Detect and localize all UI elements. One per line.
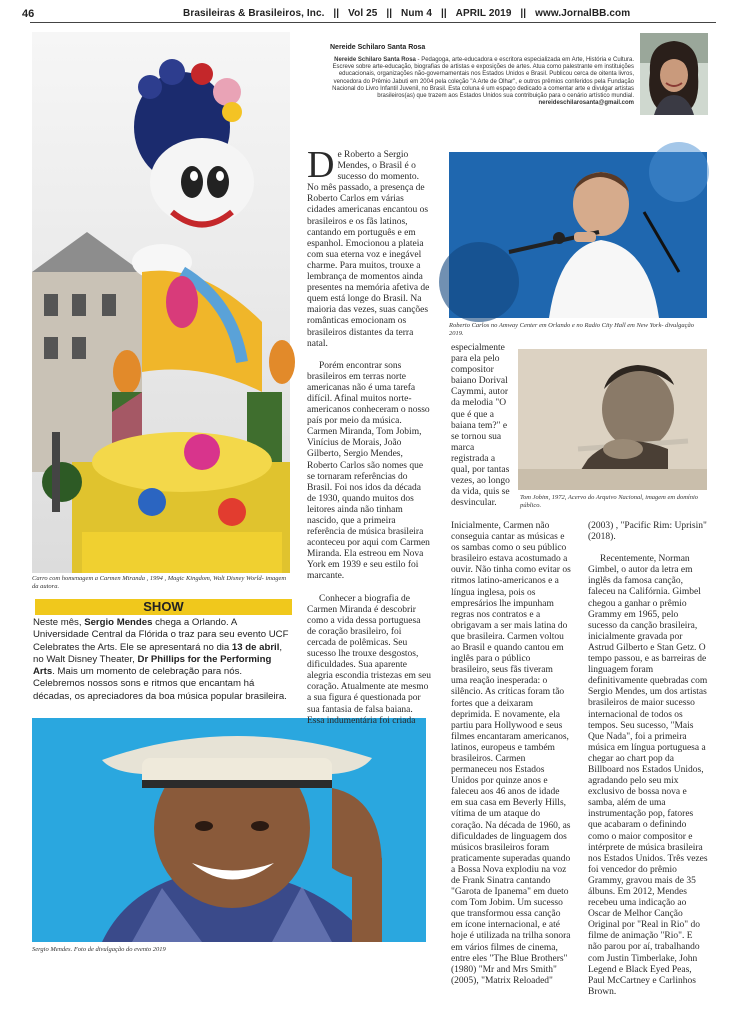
tom-jobim-photo: [518, 349, 707, 490]
article-column-1: [307, 144, 431, 738]
jobim-photo-caption: Tom Jobim, 1972, Acervo do Arquivo Nacional, imagem em domínio público.: [520, 494, 699, 509]
article-paragraph: Inicialmente, Carmen não conseguia cantar as músicas e os sambas como o seu público brasileiro estava acostumado a ouvir. Não tinha como evitar os ritmos latino-americanos e a língua inglesa, pois os empresários lhe impunham regras nos contratos e a obrigavam a ser mais latina do que brasileira. Carmen voltou ao Brasil e quando cantou em inglês para o público brasileiro, seus fãs tiveram uma reação inesperada: o silêncio. As críticas foram tão fortes que a deixaram deprimida. E novamente, ela partiu para Hollywood e seus filmes encantaram americanos, latinos, europeus e também brasileiros. Carmen permaneceu nos Estados Unidos por quinze anos e faleceu aos 46 anos de idade em sua casa em Beverly Hills, vítima de um ataque do coração. Na década de 1960, as dificuldades de linguagem dos músicos brasileiros foram praticamente superadas quando a Bossa Nova explodiu na voz de Frank Sinatra cantando "Garota de Ipanema" em dueto com Tom Jobim. Um sucesso que transformou essa canção em ícone internacional, e até hoje é utilizada na trilha sonora em vários filmes de cinema, entre eles "The Blue Brothers" (1980) "Mr and Mrs Smith" (2005), "Matrix Reloaded": [451, 521, 571, 986]
show-text-part: chega a Orlando. A Universidade Central da Flórida o traz para seu evento UCF Celebrates the Arts. Ele se apresentará no dia: [33, 617, 289, 653]
issue-date: APRIL 2019: [455, 8, 512, 19]
header-rule: [30, 22, 716, 23]
carmen-miranda-float-photo: [32, 32, 290, 573]
show-paragraph: [33, 617, 295, 703]
masthead-separator: ||: [333, 8, 340, 19]
publisher-name: Brasileiras & Brasileiros, Inc.: [183, 8, 325, 19]
byline: Nereide Schilaro Santa Rosa: [330, 44, 426, 51]
show-text-part: . Mais um momento de celebração para nós. Celebremos nossos sons e ritmos que encantam há décadas, os apreciadores da boa música popular brasileira.: [33, 666, 287, 702]
article-column-3: [588, 521, 708, 1009]
article-paragraph: Conhecer a biografia de Carmen Miranda é descobrir como a vida dessa portuguesa de coração brasileiro, foi cercada de polêmicas. Seu sucesso lhe trouxe desgostos, dificuldades. Sua aparente alegria escondia tristezas em seu coração. Atualmente ate mesmo a sua figura é questionada por sua fantasia de falsa baiana. Essa indumentária foi criada: [307, 593, 431, 726]
article-paragraph: Porém encontrar sons brasileiros em terras norte americanas não é uma tarefa difícil. Afinal muitos norte-americanos conheceram o nosso país por meio da música. Carmen Miranda, Tom Jobim, Vinícius de Morais, João Gilberto, Sergio Mendes, Roberto Carlos são nomes que se tornaram referências do Brasil. Foi nos idos da década de 1930, quando muitos dos leitores ainda não tinham nascido, que a primeira referência de música brasileira aconteceu por aqui com Carmen Miranda. Ela estreou em Nova York em 1939 e seu estilo foi marcante.: [307, 360, 430, 582]
show-title: SHOW: [143, 599, 184, 614]
float-photo-caption: Carro com homenagem a Carmen Miranda , 1994 , Magic Kingdom, Walt Disney World- imagem da autora.: [32, 575, 287, 590]
show-text-part: , no Walt Disney Theater,: [33, 641, 283, 665]
show-text-part: Neste mês,: [33, 617, 85, 628]
roberto-carlos-photo: [449, 152, 707, 318]
masthead: [180, 8, 633, 19]
show-highlight: Dr Phillips for the Performing Arts: [33, 653, 272, 678]
article-paragraph: (2003) , "Pacific Rim: Uprisin" (2018).: [588, 521, 707, 543]
article-paragraph: [307, 144, 431, 350]
sergio-mendes-photo: [32, 718, 426, 942]
author-photo: [640, 33, 708, 115]
show-highlight: 13 de abril: [231, 641, 280, 653]
author-email[interactable]: nereideschilarosanta@gmail.com: [538, 100, 634, 107]
mendes-photo-caption: Sergio Mendes. Foto de divulgação do evento 2019: [32, 946, 166, 953]
drop-cap: D: [307, 144, 335, 186]
website-link[interactable]: www.JornalBB.com: [535, 8, 631, 19]
show-highlight: Sergio Mendes: [84, 617, 153, 628]
author-bio: [322, 57, 634, 107]
volume: Vol 25: [348, 8, 378, 19]
masthead-separator: ||: [440, 8, 447, 19]
article-paragraph: Recentemente, Norman Gimbel, o autor da letra em inglês da famosa canção, faleceu na Califórnia. Gimbel chegou a ganhar o prêmio Grammy em 1965, pelo sucesso da canção brasileira, inicialmente gravada por Astrud Gilberto e Stan Getz. O tempo passou, e as barreiras de linguagem foram definitivamente quebradas com Sergio Mendes, um dos artistas brasileiros de maior sucesso internacional de todos os tempos. Seu sucesso, "Mais Que Nada", foi a primeira música em língua portuguesa a chegar ao chart pop da Billboard nos Estados Unidos, agradando pelo seu mix exclusivo de bossa nova e samba, além de uma instrumentação pop, fatores que acabaram o definindo como o maior compositor e intérprete de música brasileira nos Estados Unidos. Três vezes foi vencedor do prêmio Grammy, gravou mais de 35 álbuns. Em 2012, Mendes recebeu uma indicação ao Oscar de Melhor Canção Original por "Real in Rio" do filme de animação "Rio". E não parou por aí, trabalhando com Justin Timberlake, John Legend e Black Eyed Peas, Paul McCartney e Carlinhos Brown.: [588, 554, 708, 997]
page-number: 46: [22, 8, 35, 20]
roberto-photo-caption: Roberto Carlos no Amway Center em Orlando e no Radio City Hall em New York- divulgação 2019.: [449, 322, 694, 337]
article-column-2a: [451, 343, 511, 509]
article-column-2: [451, 521, 571, 998]
masthead-separator: ||: [386, 8, 393, 19]
bio-author-name: Nereide Schilaro Santa Rosa: [334, 57, 416, 63]
paragraph-text: e Roberto a Sergio Mendes, o Brasil é o sucesso do momento. No mês passado, a presença de Roberto Carlos em várias cidades americanas encantou os brasileiros e os fãs latinos, cantando em português e em espanhol. Emocionou a plateia com sua eterna voz e inegável charme. Para muitos, trouxe a lembrança de momentos ainda presentes na memória afetiva de quem está longe do Brasil. Na maioria das vezes, suas canções românticas emocionam os brasileiros distantes da terra natal.: [307, 150, 430, 349]
bio-text: - Pedagoga, arte-educadora e escritora especializada em Arte, História e Cultura. Escreve sobre arte-educação, biografias de artistas e exposições de artes. Atua como palestrante em instituições educacionais, organizações não-governamentais nos Estados Unidos e Brasil. Publicou cerca de oitenta livros, vencedora do Prêmio Jabuti em 2004 pela coleção "A Arte de Olhar", e outros prêmios conferidos pela Fundação Nacional do Livro Infantil Juvenil, no Brasil. Esta coluna é um espaço dedicado a comentar arte e divulgar artistas brasileiros(as) que trazem aos Estados Unidos sua contribuição para o cenário artístico mundial.: [332, 57, 634, 100]
masthead-separator: ||: [520, 8, 527, 19]
issue-number: Num 4: [401, 8, 433, 19]
article-paragraph: especialmente para ela pelo compositor baiano Dorival Caymmi, autor da melodia "O que é que a baiana tem?" e se tornou sua marca registrada a qual, por tantas vezes, ao longo da vida, quis se desvincular.: [451, 343, 510, 509]
